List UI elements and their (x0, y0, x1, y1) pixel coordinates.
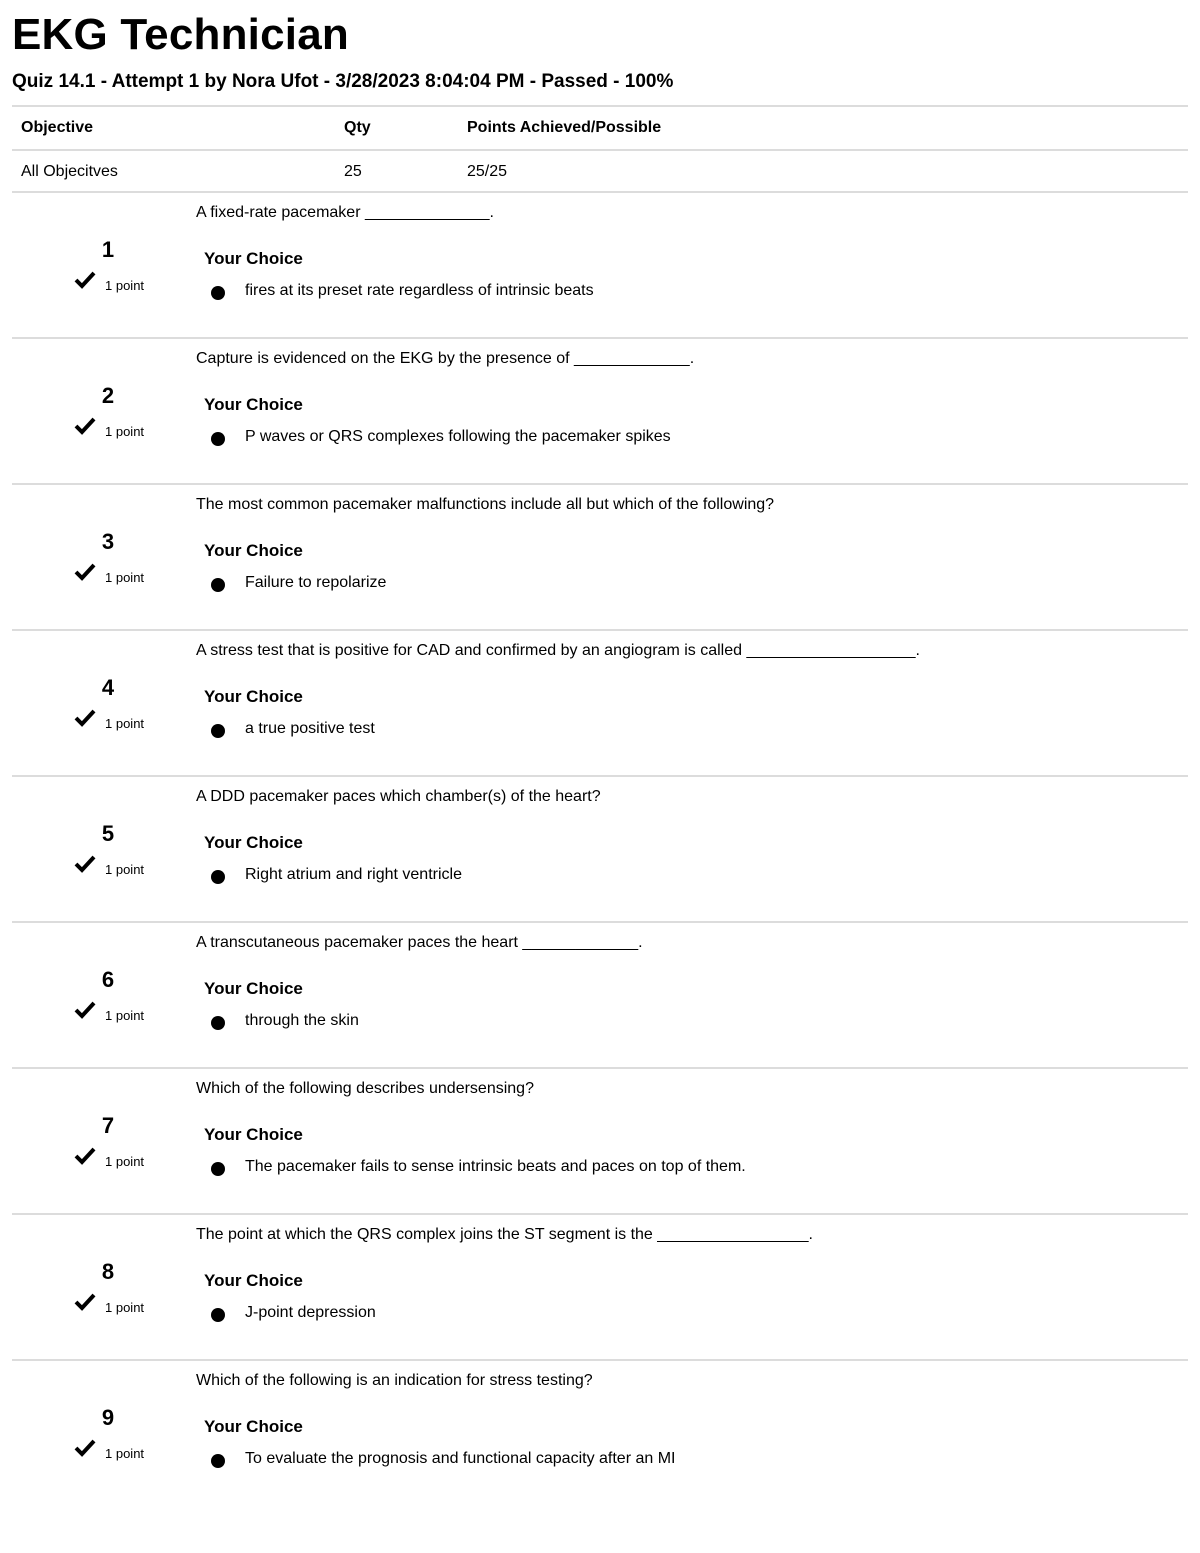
question-item (12, 191, 1188, 337)
question-number: 1 (101, 237, 115, 262)
question-text: Which of the following describes undersensing? (196, 1080, 534, 1097)
summary-header-row (12, 105, 1188, 149)
question-item (12, 1359, 1188, 1505)
question-points: 1 point (105, 716, 145, 731)
your-choice-label: Your Choice (204, 249, 303, 268)
question-points: 1 point (105, 278, 145, 293)
question-item (12, 1067, 1188, 1213)
filled-bullet-icon (211, 724, 225, 738)
your-choice-label: Your Choice (204, 1417, 303, 1436)
summary-row (12, 149, 1188, 193)
question-number: 7 (101, 1113, 115, 1138)
checkmark-icon (74, 270, 96, 290)
answer-text: To evaluate the prognosis and functional capacity after an MI (245, 1450, 676, 1467)
your-choice-label: Your Choice (204, 687, 303, 706)
question-text: A DDD pacemaker paces which chamber(s) of the heart? (196, 788, 601, 805)
question-text: A transcutaneous pacemaker paces the heart _____________. (196, 934, 643, 951)
question-item (12, 1213, 1188, 1359)
question-points: 1 point (105, 1154, 145, 1169)
filled-bullet-icon (211, 286, 225, 300)
header-qty: Qty (344, 119, 371, 136)
objectives-summary-table (12, 105, 1188, 193)
question-text: Which of the following is an indication for stress testing? (196, 1372, 593, 1389)
filled-bullet-icon (211, 1454, 225, 1468)
question-number: 3 (101, 529, 115, 554)
answer-text: J-point depression (245, 1304, 376, 1321)
filled-bullet-icon (211, 578, 225, 592)
answer-text: P waves or QRS complexes following the pacemaker spikes (245, 428, 671, 445)
question-item (12, 775, 1188, 921)
question-number: 4 (101, 675, 115, 700)
question-item (12, 483, 1188, 629)
question-points: 1 point (105, 1446, 145, 1461)
answer-text: The pacemaker fails to sense intrinsic beats and paces on top of them. (245, 1158, 746, 1175)
checkmark-icon (74, 708, 96, 728)
question-list (12, 191, 1188, 1505)
question-text: A stress test that is positive for CAD and confirmed by an angiogram is called ___________________. (196, 642, 920, 659)
header-objective: Objective (21, 119, 94, 136)
answer-text: Failure to repolarize (245, 574, 387, 591)
page-title: EKG Technician (12, 10, 349, 59)
answer-text: Right atrium and right ventricle (245, 866, 462, 883)
summary-qty: 25 (344, 163, 362, 180)
question-item (12, 629, 1188, 775)
question-points: 1 point (105, 1008, 145, 1023)
question-item (12, 921, 1188, 1067)
filled-bullet-icon (211, 1162, 225, 1176)
filled-bullet-icon (211, 870, 225, 884)
answer-text: a true positive test (245, 720, 375, 737)
question-points: 1 point (105, 424, 145, 439)
filled-bullet-icon (211, 1016, 225, 1030)
question-points: 1 point (105, 570, 145, 585)
filled-bullet-icon (211, 1308, 225, 1322)
question-number: 8 (101, 1259, 115, 1284)
question-number: 9 (101, 1405, 115, 1430)
header-points: Points Achieved/Possible (467, 119, 662, 136)
summary-objective: All Objecitves (21, 163, 118, 180)
your-choice-label: Your Choice (204, 979, 303, 998)
your-choice-label: Your Choice (204, 1271, 303, 1290)
your-choice-label: Your Choice (204, 395, 303, 414)
checkmark-icon (74, 416, 96, 436)
your-choice-label: Your Choice (204, 541, 303, 560)
question-text: The point at which the QRS complex joins the ST segment is the _________________. (196, 1226, 813, 1243)
summary-points: 25/25 (467, 163, 508, 180)
question-text: Capture is evidenced on the EKG by the presence of _____________. (196, 350, 695, 367)
question-number: 5 (101, 821, 115, 846)
question-number: 6 (101, 967, 115, 992)
answer-text: through the skin (245, 1012, 359, 1029)
your-choice-label: Your Choice (204, 1125, 303, 1144)
question-text: The most common pacemaker malfunctions include all but which of the following? (196, 496, 775, 513)
question-item (12, 337, 1188, 483)
question-points: 1 point (105, 1300, 145, 1315)
checkmark-icon (74, 1000, 96, 1020)
question-number: 2 (101, 383, 115, 408)
answer-text: fires at its preset rate regardless of intrinsic beats (245, 282, 594, 299)
filled-bullet-icon (211, 432, 225, 446)
checkmark-icon (74, 1292, 96, 1312)
checkmark-icon (74, 562, 96, 582)
your-choice-label: Your Choice (204, 833, 303, 852)
checkmark-icon (74, 1438, 96, 1458)
question-text: A fixed-rate pacemaker ______________. (196, 204, 494, 221)
page-subtitle: Quiz 14.1 - Attempt 1 by Nora Ufot - 3/28/2023 8:04:04 PM - Passed - 100% (12, 71, 674, 92)
checkmark-icon (74, 854, 96, 874)
checkmark-icon (74, 1146, 96, 1166)
question-points: 1 point (105, 862, 145, 877)
